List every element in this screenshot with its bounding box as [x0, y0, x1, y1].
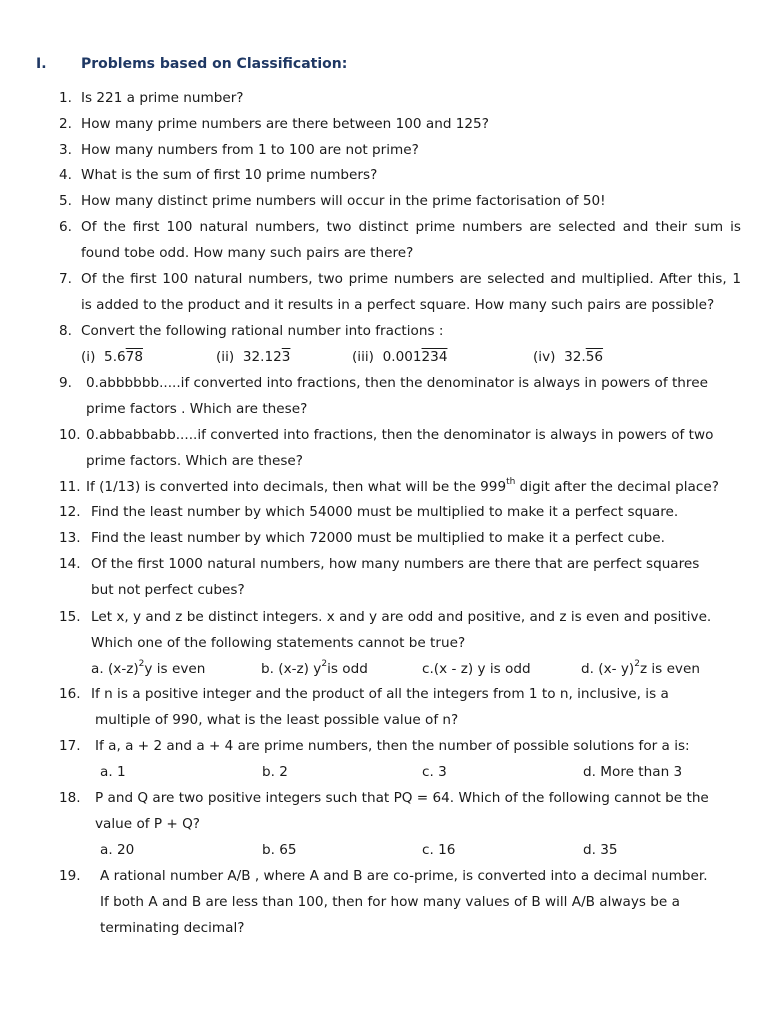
question-number: 11. [59, 479, 81, 495]
decimal-base: 0.001 [382, 349, 422, 365]
option-c: c. 3 [422, 764, 447, 780]
option-b: b. 2 [262, 764, 288, 780]
question-text-line-1: If n is a positive integer and the product of all the integers from 1 to n, inclusive, is a [91, 686, 669, 702]
option-iii [352, 347, 447, 367]
question-number: 14. [59, 556, 81, 572]
option-i [81, 347, 143, 367]
question-text-line-2: multiple of 990, what is the least possible value of n? [95, 712, 459, 728]
option-b: b. 65 [262, 842, 297, 858]
option-d: d. 35 [583, 842, 618, 858]
question-number: 18. [59, 790, 81, 806]
question-text: Is 221 a prime number? [81, 90, 244, 106]
question-number: 10. [59, 427, 81, 443]
question-number: 8. [59, 323, 72, 339]
option-d [581, 659, 700, 679]
question-text-line-1: Of the first 100 natural numbers, two distinct prime numbers are selected and their sum is [81, 219, 741, 235]
repeating-digits: 56 [585, 349, 604, 365]
repeating-digits: 234 [421, 349, 448, 365]
question-text-line-2: is added to the product and it results in a perfect square. How many such pairs are possible? [81, 297, 715, 313]
question-text-line-1: 0.abbabbabb.....if converted into fractions, then the denominator is always in powers of two [86, 427, 714, 443]
section-title: Problems based on Classification: [81, 56, 348, 72]
option-a: a. 20 [100, 842, 135, 858]
question-number: 16. [59, 686, 81, 702]
question-text-line-1: A rational number A/B , where A and B are co-prime, is converted into a decimal number. [100, 868, 708, 884]
question-text-line-2: but not perfect cubes? [91, 582, 245, 598]
text-part: digit after the decimal place? [515, 479, 719, 495]
question-text-line-1: 0.abbbbbb.....if converted into fractions, then the denominator is always in powers of three [86, 375, 708, 391]
exponent: 2 [321, 659, 328, 670]
question-number: 17. [59, 738, 81, 754]
option-label: (i) [81, 349, 96, 365]
question-number: 5. [59, 193, 72, 209]
option-b [261, 659, 368, 679]
question-text: Find the least number by which 72000 must be multiplied to make it a perfect cube. [91, 530, 665, 546]
question-number: 9. [59, 375, 72, 391]
option-text: a. (x-z) [91, 661, 139, 677]
question-text: If a, a + 2 and a + 4 are prime numbers, then the number of possible solutions for a is: [95, 738, 690, 754]
option-a: a. 1 [100, 764, 126, 780]
question-number: 13. [59, 530, 81, 546]
question-text-line-1: P and Q are two positive integers such that PQ = 64. Which of the following cannot be the [95, 790, 709, 806]
option-iv [533, 347, 603, 367]
question-number: 3. [59, 142, 72, 158]
question-text-line-2: prime factors . Which are these? [86, 401, 308, 417]
question-text-line-2: prime factors. Which are these? [86, 453, 303, 469]
option-text: b. (x-z) y [261, 661, 322, 677]
question-text-line-3: terminating decimal? [100, 920, 245, 936]
question-text-line-2: value of P + Q? [95, 816, 201, 832]
question-text: Convert the following rational number into fractions : [81, 323, 444, 339]
question-text-line-1: Let x, y and z be distinct integers. x and y are odd and positive, and z is even and positive. [91, 609, 712, 625]
option-a [91, 659, 205, 679]
question-text-line-2: If both A and B are less than 100, then for how many values of B will A/B always be a [100, 894, 680, 910]
text-part: If (1/13) is converted into decimals, then what will be the 999 [86, 479, 507, 495]
question-text: How many prime numbers are there between 100 and 125? [81, 116, 489, 132]
question-number: 2. [59, 116, 72, 132]
question-text-line-2: Which one of the following statements cannot be true? [91, 635, 466, 651]
option-c: c. 16 [422, 842, 456, 858]
option-c: c.(x - z) y is odd [422, 661, 531, 677]
option-text: d. (x- y) [581, 661, 635, 677]
question-text: How many numbers from 1 to 100 are not prime? [81, 142, 419, 158]
option-text: is odd [327, 661, 368, 677]
question-text-line-1: Of the first 1000 natural numbers, how many numbers are there that are perfect squares [91, 556, 700, 572]
option-label: (ii) [216, 349, 235, 365]
decimal-base: 32. [564, 349, 586, 365]
section-roman-numeral: I. [36, 56, 47, 72]
question-number: 1. [59, 90, 72, 106]
question-text: What is the sum of first 10 prime numbers? [81, 167, 378, 183]
repeating-digits: 78 [125, 349, 143, 365]
option-label: (iv) [533, 349, 556, 365]
option-d: d. More than 3 [583, 764, 683, 780]
repeating-digits: 3 [281, 349, 291, 365]
question-number: 7. [59, 271, 72, 287]
exponent: 2 [138, 659, 145, 670]
question-number: 15. [59, 609, 81, 625]
question-number: 6. [59, 219, 72, 235]
question-text: How many distinct prime numbers will occur in the prime factorisation of 50! [81, 193, 606, 209]
question-text-line-2: found tobe odd. How many such pairs are there? [81, 245, 414, 261]
ordinal-suffix: th [506, 477, 516, 488]
decimal-base: 5.6 [104, 349, 126, 365]
exponent: 2 [634, 659, 640, 670]
option-text: z is even [639, 661, 700, 677]
question-text [86, 477, 719, 497]
question-number: 19. [59, 868, 81, 884]
option-label: (iii) [352, 349, 374, 365]
decimal-base: 32.12 [242, 349, 282, 365]
question-number: 12. [59, 504, 81, 520]
option-text: y is even [144, 661, 206, 677]
question-text: Find the least number by which 54000 must be multiplied to make it a perfect square. [91, 504, 679, 520]
question-text-line-1: Of the first 100 natural numbers, two prime numbers are selected and multiplied. After this, 1 [81, 271, 741, 287]
question-number: 4. [59, 167, 72, 183]
option-ii [216, 347, 290, 367]
